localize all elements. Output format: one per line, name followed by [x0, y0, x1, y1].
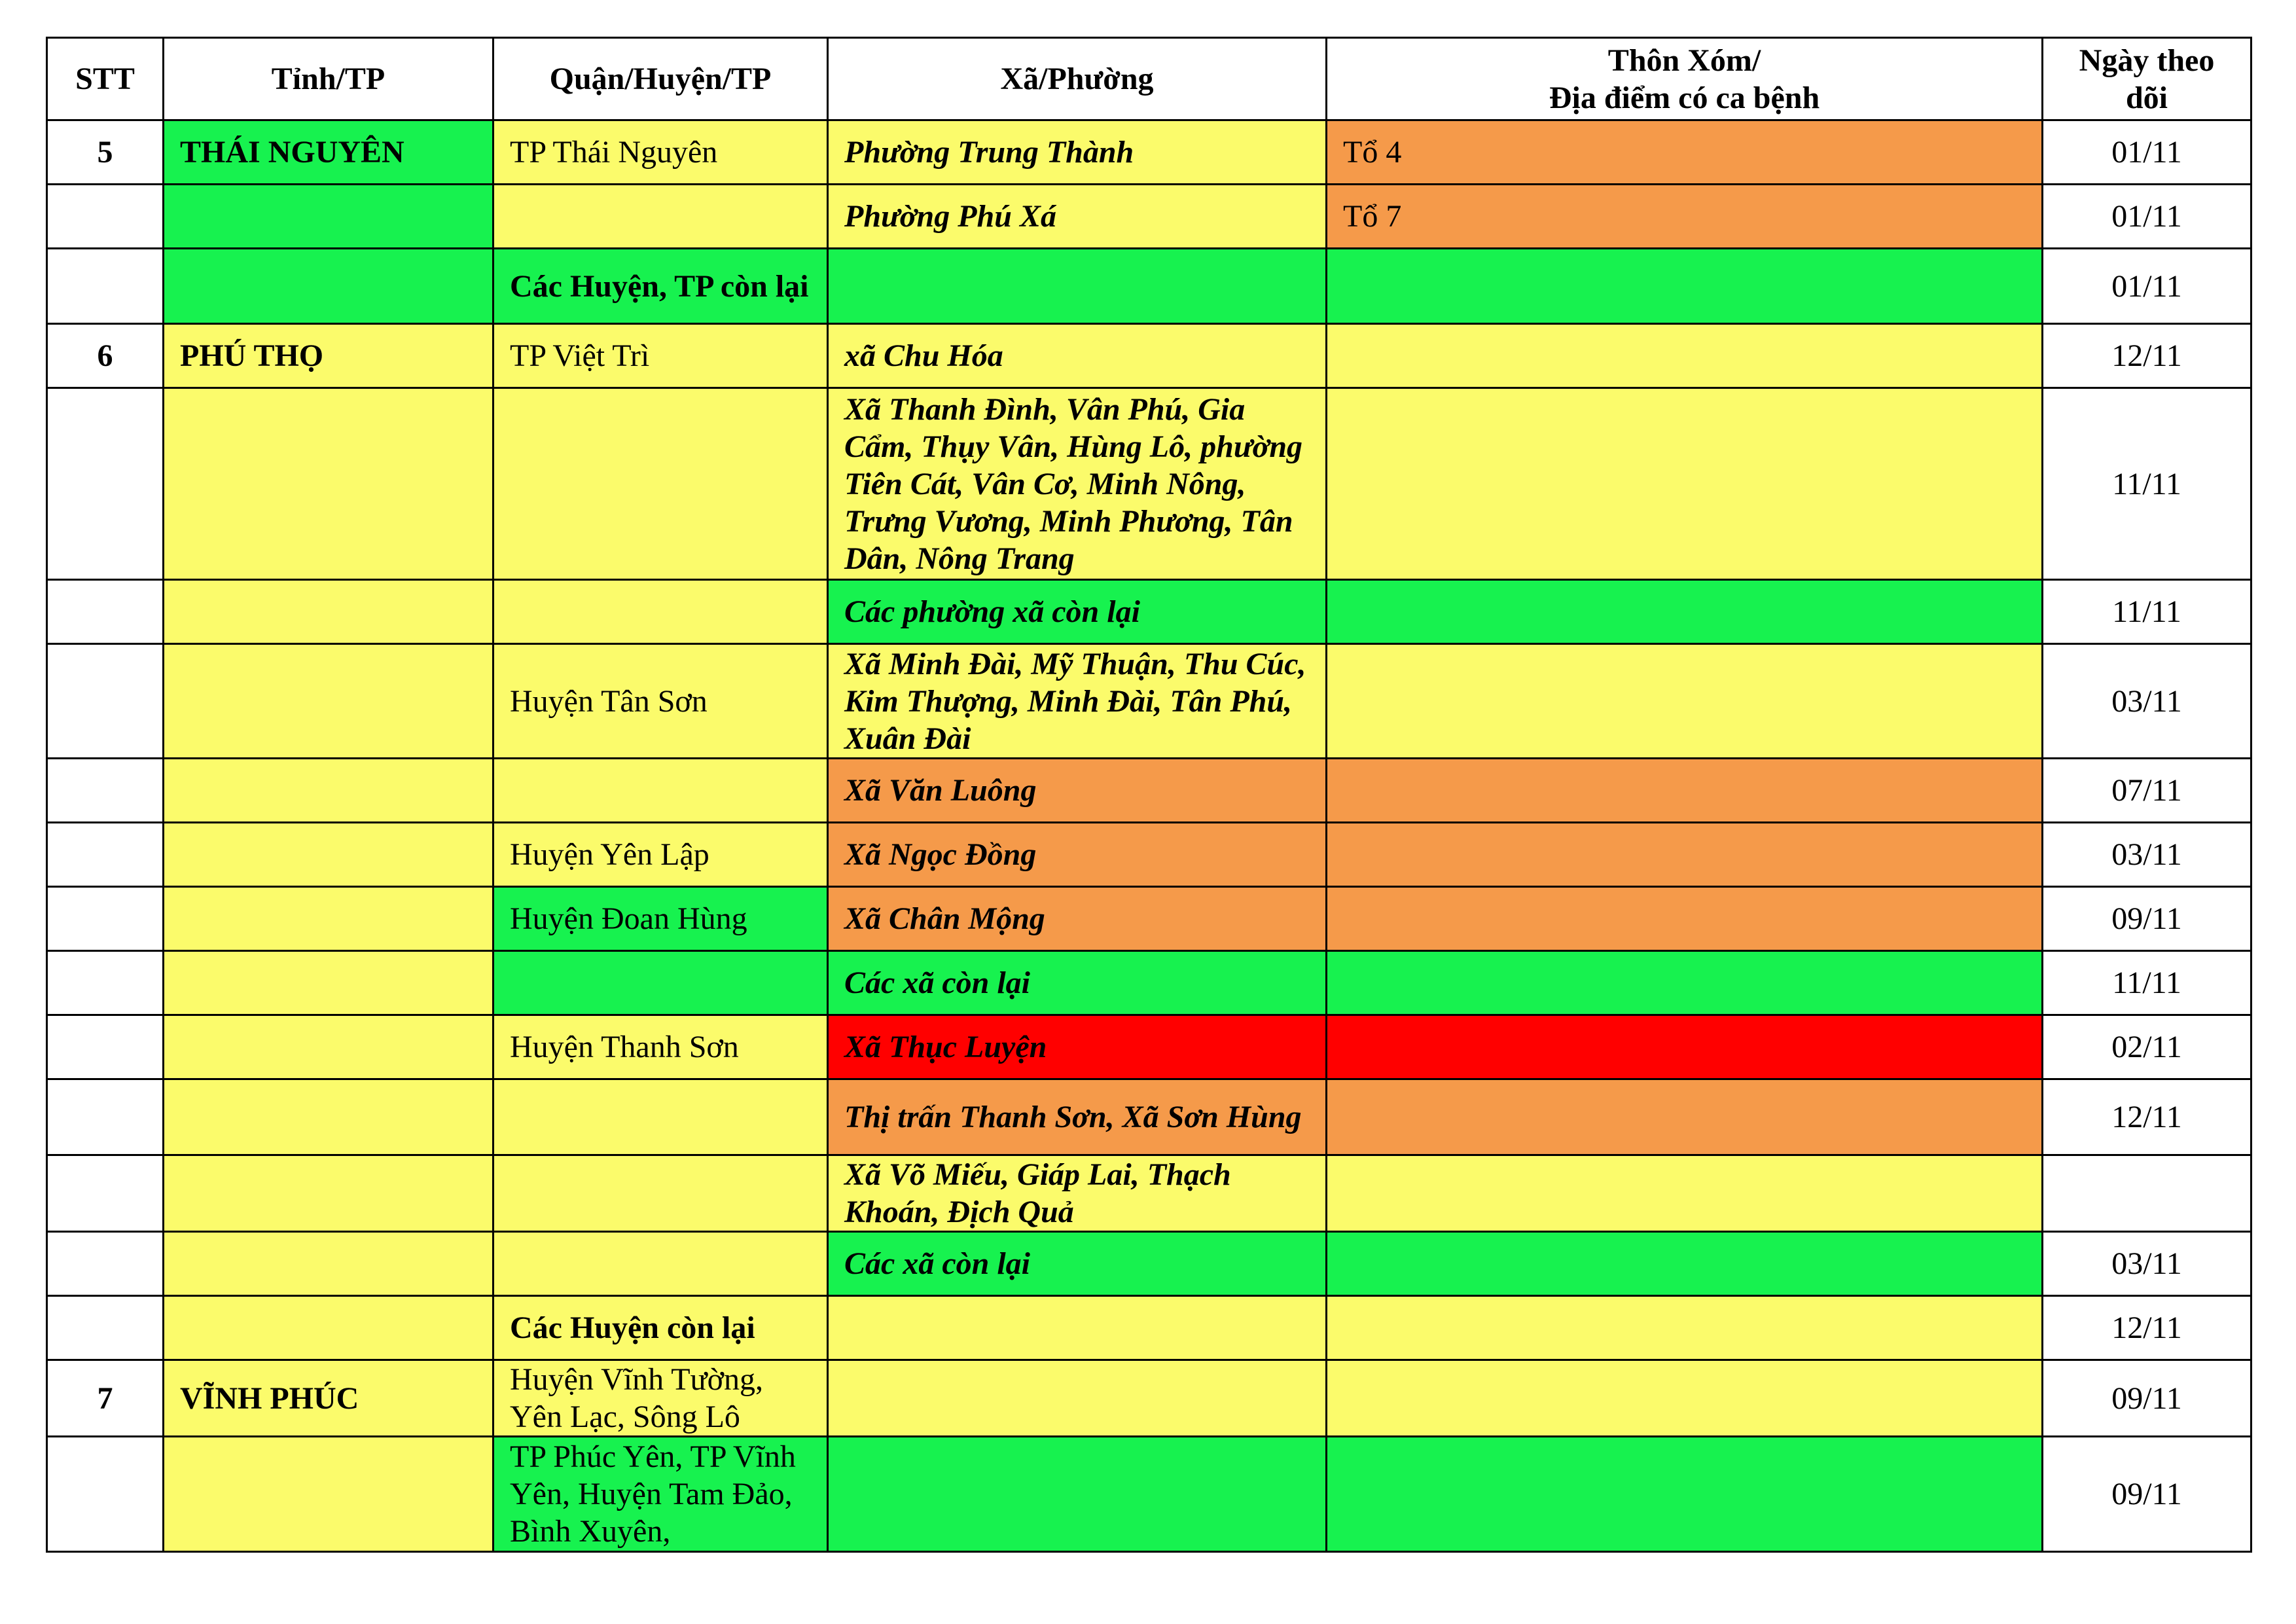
header-village-line2: Địa điểm có ca bệnh: [1549, 80, 1820, 115]
village-cell: [1327, 644, 2043, 759]
commune-cell: [828, 1437, 1327, 1552]
district-cell: Các Huyện còn lại: [493, 1296, 828, 1360]
province-cell: [164, 1437, 493, 1552]
province-cell: [164, 388, 493, 580]
village-cell: [1327, 1079, 2043, 1155]
table-row: [47, 951, 2251, 1015]
table-row: [47, 1360, 2251, 1437]
district-cell: [493, 388, 828, 580]
table-row: [47, 644, 2251, 759]
district-cell: TP Việt Trì: [493, 324, 828, 388]
stt-cell: [47, 823, 164, 887]
table-header-row: [47, 38, 2251, 120]
province-cell: [164, 1079, 493, 1155]
province-cell: [164, 951, 493, 1015]
commune-cell: Xã Minh Đài, Mỹ Thuận, Thu Cúc, Kim Thượng, Minh Đài, Tân Phú, Xuân Đài: [828, 644, 1327, 759]
province-cell: [164, 759, 493, 823]
village-cell: [1327, 823, 2043, 887]
province-cell: [164, 887, 493, 951]
table-row: [47, 759, 2251, 823]
header-district: Quận/Huyện/TP: [493, 38, 828, 120]
date-cell: 12/11: [2043, 1079, 2251, 1155]
province-cell: [164, 1155, 493, 1232]
village-cell: [1327, 759, 2043, 823]
date-cell: 01/11: [2043, 249, 2251, 324]
stt-cell: [47, 644, 164, 759]
risk-level-table: [46, 37, 2252, 1553]
stt-cell: [47, 1079, 164, 1155]
table-row: [47, 324, 2251, 388]
header-village: [1327, 38, 2043, 120]
date-cell: 03/11: [2043, 644, 2251, 759]
village-cell: [1327, 580, 2043, 644]
commune-cell: [828, 249, 1327, 324]
date-cell: 11/11: [2043, 951, 2251, 1015]
stt-cell: [47, 951, 164, 1015]
commune-cell: Xã Thanh Đình, Vân Phú, Gia Cẩm, Thụy Vân, Hùng Lô, phường Tiên Cát, Vân Cơ, Minh Nông, Trưng Vương, Minh Phương, Tân Dân, Nông Trang: [828, 388, 1327, 580]
district-cell: [493, 185, 828, 249]
village-cell: Tổ 4: [1327, 120, 2043, 185]
date-cell: [2043, 1155, 2251, 1232]
date-cell: 09/11: [2043, 1360, 2251, 1437]
header-village-line1: Thôn Xóm/: [1607, 43, 1761, 78]
date-cell: 12/11: [2043, 1296, 2251, 1360]
commune-cell: Các xã còn lại: [828, 951, 1327, 1015]
header-commune: Xã/Phường: [828, 38, 1327, 120]
date-cell: 11/11: [2043, 388, 2251, 580]
commune-cell: xã Chu Hóa: [828, 324, 1327, 388]
district-cell: Huyện Tân Sơn: [493, 644, 828, 759]
date-cell: 01/11: [2043, 185, 2251, 249]
village-cell: [1327, 388, 2043, 580]
header-province: Tỉnh/TP: [164, 38, 493, 120]
stt-cell: [47, 249, 164, 324]
stt-cell: [47, 1232, 164, 1296]
stt-cell: [47, 1155, 164, 1232]
stt-cell: 5: [47, 120, 164, 185]
commune-cell: Các xã còn lại: [828, 1232, 1327, 1296]
date-cell: 09/11: [2043, 1437, 2251, 1552]
stt-cell: [47, 1437, 164, 1552]
table-row: [47, 1296, 2251, 1360]
stt-cell: [47, 1296, 164, 1360]
commune-cell: Xã Chân Mộng: [828, 887, 1327, 951]
district-cell: Huyện Đoan Hùng: [493, 887, 828, 951]
table-row: [47, 388, 2251, 580]
commune-cell: Thị trấn Thanh Sơn, Xã Sơn Hùng: [828, 1079, 1327, 1155]
stt-cell: 6: [47, 324, 164, 388]
commune-cell: Phường Phú Xá: [828, 185, 1327, 249]
date-cell: 12/11: [2043, 324, 2251, 388]
province-cell: [164, 249, 493, 324]
date-cell: 01/11: [2043, 120, 2251, 185]
district-cell: [493, 759, 828, 823]
province-cell: [164, 823, 493, 887]
district-cell: [493, 1155, 828, 1232]
table-row: [47, 887, 2251, 951]
province-cell: THÁI NGUYÊN: [164, 120, 493, 185]
commune-cell: Xã Võ Miếu, Giáp Lai, Thạch Khoán, Địch Quả: [828, 1155, 1327, 1232]
commune-cell: Xã Văn Luông: [828, 759, 1327, 823]
stt-cell: [47, 759, 164, 823]
village-cell: [1327, 951, 2043, 1015]
province-cell: [164, 580, 493, 644]
village-cell: [1327, 1360, 2043, 1437]
district-cell: [493, 1232, 828, 1296]
village-cell: [1327, 1155, 2043, 1232]
village-cell: [1327, 887, 2043, 951]
table-row: [47, 1079, 2251, 1155]
province-cell: [164, 1296, 493, 1360]
province-cell: [164, 1015, 493, 1079]
district-cell: Huyện Yên Lập: [493, 823, 828, 887]
table-row: [47, 823, 2251, 887]
table-row: [47, 580, 2251, 644]
province-cell: VĨNH PHÚC: [164, 1360, 493, 1437]
district-cell: [493, 951, 828, 1015]
district-cell: [493, 1079, 828, 1155]
header-date-line1: Ngày theo: [2079, 43, 2215, 78]
village-cell: [1327, 1296, 2043, 1360]
village-cell: Tổ 7: [1327, 185, 2043, 249]
district-cell: Huyện Thanh Sơn: [493, 1015, 828, 1079]
table-row: [47, 120, 2251, 185]
commune-cell: [828, 1360, 1327, 1437]
commune-cell: [828, 1296, 1327, 1360]
commune-cell: Xã Ngọc Đồng: [828, 823, 1327, 887]
district-cell: TP Phúc Yên, TP Vĩnh Yên, Huyện Tam Đảo, Bình Xuyên,: [493, 1437, 828, 1552]
header-stt: STT: [47, 38, 164, 120]
stt-cell: [47, 1015, 164, 1079]
stt-cell: [47, 887, 164, 951]
commune-cell: Các phường xã còn lại: [828, 580, 1327, 644]
date-cell: 09/11: [2043, 887, 2251, 951]
province-cell: PHÚ THỌ: [164, 324, 493, 388]
stt-cell: 7: [47, 1360, 164, 1437]
table-row: [47, 1232, 2251, 1296]
district-cell: Các Huyện, TP còn lại: [493, 249, 828, 324]
date-cell: 11/11: [2043, 580, 2251, 644]
table-row: [47, 1015, 2251, 1079]
village-cell: [1327, 324, 2043, 388]
province-cell: [164, 185, 493, 249]
commune-cell: Xã Thục Luyện: [828, 1015, 1327, 1079]
table-row: [47, 1155, 2251, 1232]
village-cell: [1327, 1437, 2043, 1552]
province-cell: [164, 644, 493, 759]
stt-cell: [47, 185, 164, 249]
date-cell: 07/11: [2043, 759, 2251, 823]
table-row: [47, 185, 2251, 249]
district-cell: Huyện Vĩnh Tường, Yên Lạc, Sông Lô: [493, 1360, 828, 1437]
date-cell: 02/11: [2043, 1015, 2251, 1079]
table-row: [47, 1437, 2251, 1552]
village-cell: [1327, 1015, 2043, 1079]
district-cell: [493, 580, 828, 644]
stt-cell: [47, 388, 164, 580]
village-cell: [1327, 1232, 2043, 1296]
header-date-line2: dõi: [2125, 80, 2168, 115]
province-cell: [164, 1232, 493, 1296]
commune-cell: Phường Trung Thành: [828, 120, 1327, 185]
stt-cell: [47, 580, 164, 644]
table-row: [47, 249, 2251, 324]
village-cell: [1327, 249, 2043, 324]
date-cell: 03/11: [2043, 823, 2251, 887]
district-cell: TP Thái Nguyên: [493, 120, 828, 185]
header-date: [2043, 38, 2251, 120]
date-cell: 03/11: [2043, 1232, 2251, 1296]
